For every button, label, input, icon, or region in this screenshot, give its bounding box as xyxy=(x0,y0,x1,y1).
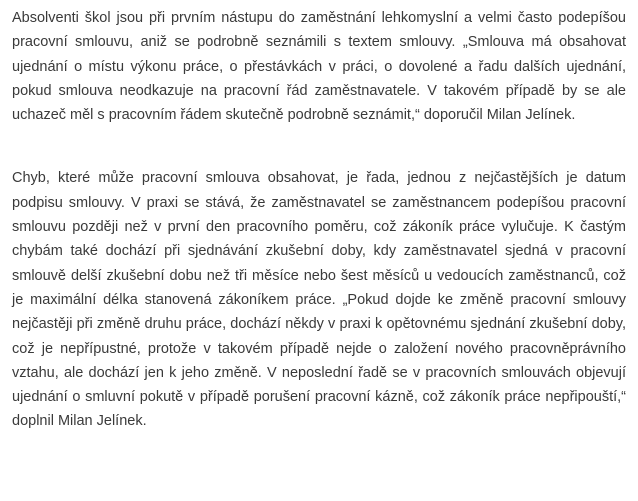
article-paragraph-2: Chyb, které může pracovní smlouva obsahovat, je řada, jednou z nejčastějších je datum podpisu smlouvy. V praxi se stává, že zaměstnavatel se zaměstnancem podepíšou pracovní smlouvu později než v první den pracovního poměru, což zákoník práce vylučuje. K častým chybám také dochází při sjednávání zkušební doby, kdy zaměstnavatel sjedná v pracovní smlouvě delší zkušební dobu než tři měsíce nebo šest měsíců u vedoucích zaměstnanců, což je maximální délka stanovená zákoníkem práce. „Pokud dojde ke změně pracovní smlouvy nejčastěji při změně druhu práce, dochází někdy v praxi k opětovnému sjednání zkušební doby, což je nepřípustné, protože v takovém případě nejde o založení nového pracovněprávního vztahu, ale dochází jen k jeho změně. V neposlední řadě se v pracovních smlouvách objevují ujednání o smluvní pokutě v případě porušení pracovní kázně, což zákoník práce nepřipouští,“ doplnil Milan Jelínek. xyxy=(12,170,626,430)
article-paragraph-1: Absolventi škol jsou při prvním nástupu do zaměstnání lehkomyslní a velmi často podepíšou pracovní smlouvu, aniž se podrobně seznámili s textem smlouvy. „Smlouva má obsahovat ujednání o místu výkonu práce, o přestávkách v práci, o dovolené a řadu dalších ujednání, pokud smlouva neodkazuje na pracovní řád zaměstnavatele. V takovém případě by se ale uchazeč měl s pracovním řádem skutečně podrobně seznámit,“ doporučil Milan Jelínek. xyxy=(12,10,626,124)
article-body xyxy=(12,6,626,434)
